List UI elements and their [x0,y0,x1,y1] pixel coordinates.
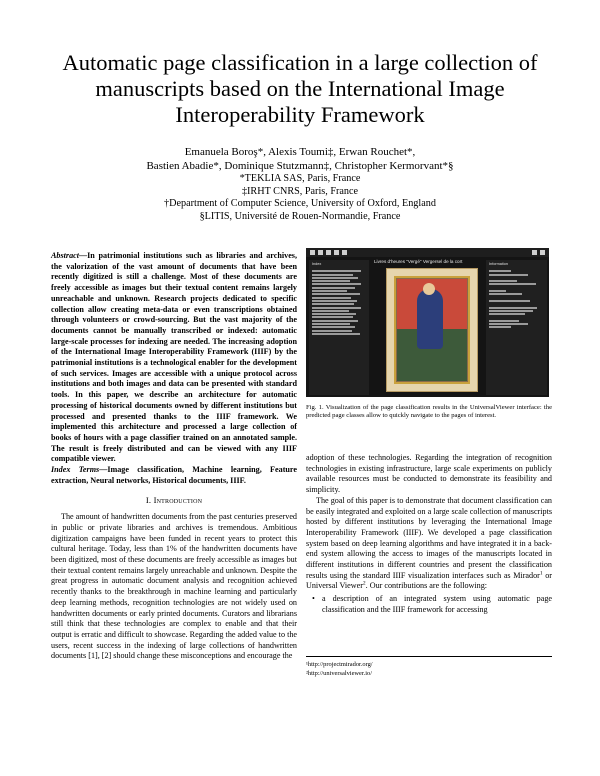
footnote-1: ¹http://projectmirador.org/ [306,661,373,668]
affiliation-irht: ‡IRHT CNRS, Paris, France [241,185,359,197]
toolbar-icon [334,250,339,255]
abstract [51,251,297,465]
footnote-ref-2: 2 [362,580,366,587]
affiliation-oxford: †Department of Computer Science, University of Oxford, England [164,198,436,210]
footnote-ref-1: 1 [539,570,543,577]
left-column [51,251,297,662]
affiliation-litis: §LITIS, Université de Rouen-Normandie, France [199,210,401,222]
intro-paragraph-2-mid: or Universal Viewer [306,570,552,591]
information-panel-entries [486,268,547,331]
authors-line-2: Bastien Abadie*, Dominique Stutzmann‡, Christopher Kermorvant*§ [146,160,454,172]
abstract-text: —In patrimonial institutions such as libraries and archives, the valorization of the vast amount of documents that have been recently digitized is still a challenge. Most of these documents are freely accessible as images but their textual content remains largely unreachable and unknown. Research projects dedicated to specific collection allow creating meta-data or even transcriptions obtained through volunteers or crowd-sourcing. But the vast majority of the documents cannot be manually transcribed or indexed: automatic large-scale processes for indexing are needed. The increasing adoption of the International Image Interoperability Framework (IIIF) by the patrimonial institutions is a technological enabler for the development of such services. Images are accessible with a unique protocol across institutions and both images and data can be presented with standard tools. In this paper, we describe an architecture for automatic processing of historical documents owned by different institutions but processed and presented thanks to the IIIF framework. We implemented this architecture and processed a large collection of books of hours with a page classifier trained on an annotated sample. The result is freely distributed and can be viewed with any IIIF compatible viewer. [51,251,297,464]
bullet-dot: • [312,594,315,604]
abstract-label: Abstract [51,251,79,260]
contribution-bullet-1 [306,594,552,615]
index-terms-label: Index Terms [51,465,100,475]
intro-paragraph-2-end: . Our contributions are the following: [365,581,488,591]
toolbar-icon [326,250,331,255]
toolbar-icon [532,250,537,255]
viewer-index-panel [309,260,369,395]
affiliation-teklia: *TEKLIA SAS, Paris, France [239,173,361,184]
viewer-title: Livres d'heures "Vergé" Vergersel de la cort [374,259,463,264]
right-column [306,453,552,616]
index-panel-entries [309,268,369,337]
contribution-bullet-1-text: a description of an integrated system using automatic page classification and the IIIF framework for accessing [322,594,552,614]
manuscript-page-image [386,268,478,392]
toolbar-icon [540,250,545,255]
index-terms [51,465,297,486]
intro-paragraph-2 [306,496,552,592]
intro-paragraph-2-text: The goal of this paper is to demonstrate that document classification can be easily integrated and exploited on a large scale collection of manuscripts hosted by different institutions by leveraging the International Image Interoperability Framework (IIIF). We developed a page classification system based on deep learning algorithms and have integrated it in a back-end system allowing the access to images of the manuscripts located in different institutions in different countries and present the classification results using the standard IIIF visualization interfaces such as Mirador [306,495,552,580]
viewer-toolbar [306,248,549,257]
author-block [60,145,540,223]
index-panel-title: Index [312,262,322,266]
authors-line-1: Emanuela Boroş*, Alexis Toumi‡, Erwan Rouchet*, [184,146,416,158]
intro-paragraph-1-continued: adoption of these technologies. Regarding the integration of recognition technologies in existing infrastructure, large scale experiments on publicly available resources must be conducted to demonstrate its feasibility and simplicity. [306,453,552,495]
information-panel-title: Information [489,262,508,266]
section-heading-introduction: I. Introduction [145,495,203,506]
toolbar-icon [310,250,315,255]
figure-caption: Fig. 1. Visualization of the page classification results in the UniversalViewer interface: the predicted page classes allow to quickly navigate to the pages of interest. [306,404,552,420]
footnote-2: ²http://universalviewer.io/ [306,670,372,677]
footnotes [306,656,552,678]
figure-universal-viewer-screenshot [306,248,549,397]
viewer-information-panel [486,260,547,395]
toolbar-icon [318,250,323,255]
index-terms-text: —Image classification, Machine learning, Feature extraction, Neural networks, Historical documents, IIIF. [51,465,297,485]
intro-paragraph-1: The amount of handwritten documents from the past centuries preserved in public or private libraries and archives is tremendous. Ambitious digitization campaigns have been funded in recent years to protect this cultural heritage. Today, less than 1% of the handwritten documents have been digitized, most of these documents are freely accessible as images but their textual content remains largely unreachable and unknown. Despite the great progress in automatic document analysis and recognition achieved recently thanks to the breakthrough in machine learning and particularly deep learning methods, recognition technologies are not widely used on handwritten documents or early printed documents. Curators and librarians still think that these technologies are complex to enable and that their output is erratic and difficult to showcase. Regarding the added value to the users, recent success in the indexing of large collections of handwritten documents [1], [2] should change these misconceptions and encourage the [51,512,297,661]
paper-title: Automatic page classification in a large collection of manuscripts based on the International Image Interoperability Framework [62,50,538,127]
toolbar-icon [342,250,347,255]
